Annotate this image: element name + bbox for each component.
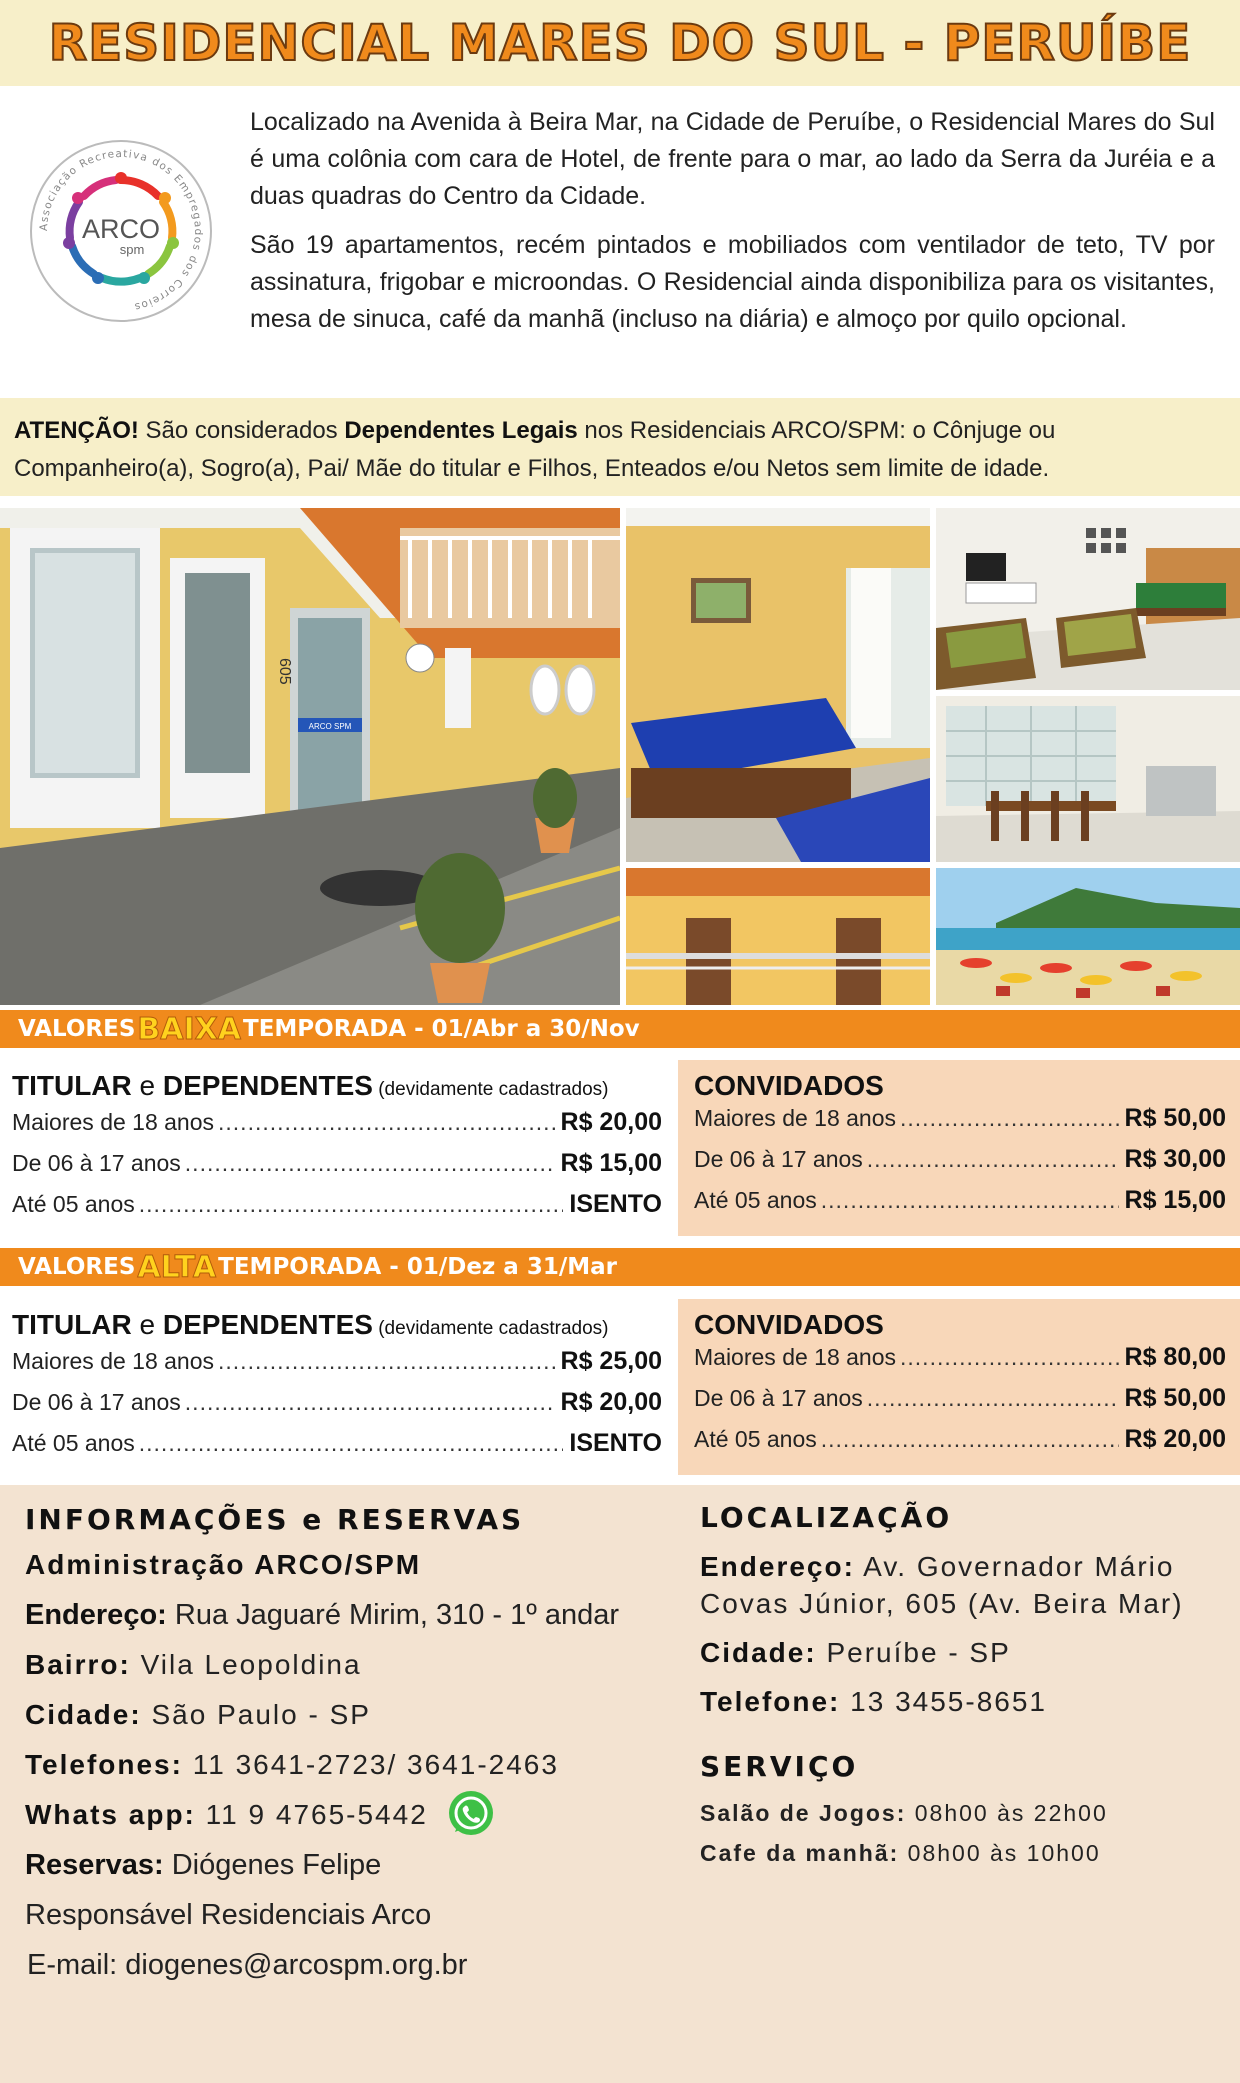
price-row	[694, 1145, 1226, 1186]
price-row	[694, 1425, 1226, 1466]
facade-number: 605	[276, 658, 293, 685]
location-phone-value: 13 3455-8651	[840, 1686, 1047, 1717]
dot-leader	[821, 1426, 1119, 1453]
price-row	[694, 1104, 1226, 1145]
price-row	[12, 1149, 662, 1190]
dot-leader	[185, 1150, 555, 1177]
attention-label: ATENÇÃO!	[14, 417, 139, 444]
games-room-label: Salão de Jogos:	[700, 1800, 907, 1826]
exterior-photo	[626, 868, 930, 1005]
location-city-row	[700, 1634, 1220, 1671]
city-row	[25, 1690, 685, 1740]
price-label: Até 05 anos	[694, 1187, 817, 1213]
whatsapp-label: Whats app:	[25, 1799, 196, 1830]
responsible-row: Responsável Residenciais Arco	[25, 1899, 432, 1931]
titular-word: TITULAR	[12, 1070, 132, 1101]
arco-logo	[28, 138, 214, 324]
low-season-prefix: VALORES	[18, 1016, 136, 1042]
breakfast-hours: 08h00 às 10h00	[899, 1840, 1101, 1866]
price-row	[12, 1388, 662, 1429]
intro-text	[250, 104, 1215, 338]
whatsapp-icon[interactable]	[446, 1788, 496, 1838]
address-row	[25, 1590, 685, 1640]
location-address-label: Endereço:	[700, 1551, 855, 1582]
location-city-value: Peruíbe - SP	[816, 1637, 1011, 1668]
whatsapp-value[interactable]: 11 9 4765-5442	[195, 1799, 428, 1830]
price-row	[694, 1186, 1226, 1227]
facade-sign: ARCO SPM	[308, 722, 352, 731]
high-season-highlight: ALTA	[137, 1249, 217, 1285]
high-titular-heading	[12, 1307, 672, 1347]
price-row	[12, 1108, 662, 1149]
intro-paragraph-1: Localizado na Avenida à Beira Mar, na Cidade de Peruíbe, o Residencial Mares do Sul é uma colônia com cara de Hotel, de frente para o mar, ao lado da Serra da Juréia e a duas quadras do Centro da Cidade.	[250, 108, 1215, 210]
reservations-label: Reservas:	[25, 1849, 164, 1881]
low-titular-column	[0, 1060, 672, 1236]
dot-leader	[867, 1146, 1119, 1173]
price-row	[12, 1190, 662, 1231]
low-season-banner	[0, 1010, 1240, 1048]
dot-leader	[139, 1191, 564, 1218]
reservations-contact: Diógenes Felipe	[163, 1849, 382, 1881]
city-value: São Paulo - SP	[141, 1699, 371, 1730]
bairro-label: Bairro:	[25, 1649, 131, 1680]
high-season-prefix: VALORES	[18, 1254, 136, 1280]
price-value: R$ 30,00	[1124, 1145, 1226, 1173]
dot-leader	[867, 1385, 1119, 1412]
info-section	[0, 1485, 1240, 2083]
reservations-row	[25, 1840, 685, 1890]
high-titular-column	[0, 1299, 672, 1475]
location-title: LOCALIZAÇÃO	[700, 1501, 953, 1534]
low-season-highlight: BAIXA	[137, 1011, 242, 1047]
price-row	[12, 1429, 662, 1470]
info-title: INFORMAÇÕES e RESERVAS	[25, 1503, 525, 1536]
bairro-value: Vila Leopoldina	[130, 1649, 362, 1680]
high-guests-heading: CONVIDADOS	[694, 1309, 884, 1340]
breakfast-label: Cafe da manhã:	[700, 1840, 900, 1866]
price-label: De 06 à 17 anos	[12, 1150, 181, 1176]
living-room-photo	[936, 508, 1240, 690]
address-value: Rua Jaguaré Mirim, 310 - 1º andar	[166, 1599, 620, 1631]
high-season-suffix: TEMPORADA - 01/Dez a 31/Mar	[218, 1254, 617, 1280]
intro-paragraph-2: São 19 apartamentos, recém pintados e mobiliados com ventilador de teto, TV por assinatura, frigobar e microondas. O Residencial ainda disponibiliza para os visitantes, mesa de sinuca, café da manhã (incluso na diária) e almoço por quilo opcional.	[250, 231, 1215, 333]
price-row	[694, 1343, 1226, 1384]
price-value: R$ 25,00	[560, 1347, 662, 1375]
price-value: ISENTO	[569, 1429, 662, 1457]
bairro-row	[25, 1640, 685, 1690]
dining-room-photo	[936, 696, 1240, 862]
phones-row	[25, 1740, 685, 1790]
page-title: RESIDENCIAL MARES DO SUL - PERUÍBE	[48, 14, 1192, 72]
low-season-suffix: TEMPORADA - 01/Abr a 30/Nov	[243, 1016, 640, 1042]
dependentes-word: DEPENDENTES	[162, 1309, 373, 1340]
dot-leader	[185, 1389, 555, 1416]
logo-name: ARCO	[81, 214, 161, 244]
price-label: De 06 à 17 anos	[694, 1146, 863, 1172]
price-label: Maiores de 18 anos	[694, 1105, 897, 1131]
price-value: R$ 20,00	[560, 1388, 662, 1416]
high-season-banner	[0, 1248, 1240, 1286]
price-row	[12, 1347, 662, 1388]
dot-leader	[900, 1105, 1119, 1132]
beach-photo	[936, 868, 1240, 1005]
breakfast-row	[700, 1833, 1220, 1873]
low-season-prices	[0, 1060, 1240, 1236]
whatsapp-row	[25, 1790, 685, 1840]
low-guests-heading: CONVIDADOS	[694, 1070, 884, 1101]
location-phone-row	[700, 1683, 1220, 1720]
price-value: ISENTO	[569, 1190, 662, 1218]
titular-word: TITULAR	[12, 1309, 132, 1340]
price-label: Até 05 anos	[12, 1430, 135, 1456]
logo-ring-text: Associação Recreativa dos Empregados dos Correios	[37, 147, 205, 313]
attention-note	[0, 398, 1240, 496]
location-phone-label: Telefone:	[700, 1686, 841, 1717]
and-word: e	[131, 1070, 163, 1101]
phones-label: Telefones:	[25, 1749, 183, 1780]
admin-name: Administração ARCO/SPM	[25, 1549, 422, 1580]
dependentes-word: DEPENDENTES	[162, 1070, 373, 1101]
dot-leader	[218, 1109, 555, 1136]
price-value: R$ 50,00	[1124, 1104, 1226, 1132]
intro-section	[0, 86, 1240, 396]
location-column	[700, 1501, 1220, 1873]
service-title: SERVIÇO	[700, 1750, 859, 1783]
attention-text-1: São considerados	[138, 417, 345, 444]
reservations-column	[25, 1503, 685, 1990]
location-city-label: Cidade:	[700, 1637, 817, 1668]
bedroom-photo	[626, 508, 930, 862]
location-address-row	[700, 1548, 1220, 1622]
address-label: Endereço:	[25, 1599, 167, 1631]
price-row	[694, 1384, 1226, 1425]
facade-photo	[0, 508, 620, 1005]
games-room-row	[700, 1793, 1220, 1833]
price-value: R$ 50,00	[1124, 1384, 1226, 1412]
photo-gallery	[0, 500, 1240, 1005]
low-guests-column	[678, 1060, 1240, 1236]
attention-text-2: nos Residenciais ARCO/SPM: o Cônjuge ou Companheiro(a), Sogro(a), Pai/ Mãe do titular e Filhos, Enteados e/ou Netos sem limite de idade.	[14, 417, 1056, 482]
price-value: R$ 15,00	[560, 1149, 662, 1177]
city-label: Cidade:	[25, 1699, 142, 1730]
price-label: Até 05 anos	[694, 1426, 817, 1452]
price-value: R$ 20,00	[560, 1108, 662, 1136]
low-titular-heading	[12, 1068, 672, 1108]
price-label: Maiores de 18 anos	[12, 1348, 215, 1374]
registered-note: (devidamente cadastrados)	[372, 1079, 609, 1100]
phones-value: 11 3641-2723/ 3641-2463	[182, 1749, 559, 1780]
registered-note: (devidamente cadastrados)	[372, 1318, 609, 1339]
games-room-hours: 08h00 às 22h00	[906, 1800, 1108, 1826]
dot-leader	[218, 1348, 555, 1375]
title-bar	[0, 0, 1240, 86]
dot-leader	[900, 1344, 1119, 1371]
price-value: R$ 80,00	[1124, 1343, 1226, 1371]
admin-row	[25, 1540, 685, 1590]
price-value: R$ 15,00	[1124, 1186, 1226, 1214]
and-word: e	[131, 1309, 163, 1340]
price-label: De 06 à 17 anos	[12, 1389, 181, 1415]
logo-sub: spm	[119, 242, 145, 257]
email-row[interactable]: E-mail: diogenes@arcospm.org.br	[27, 1949, 468, 1981]
price-label: Maiores de 18 anos	[694, 1344, 897, 1370]
price-value: R$ 20,00	[1124, 1425, 1226, 1453]
attention-bold: Dependentes Legais	[344, 417, 578, 444]
high-guests-column	[678, 1299, 1240, 1475]
price-label: Até 05 anos	[12, 1191, 135, 1217]
price-label: Maiores de 18 anos	[12, 1109, 215, 1135]
price-label: De 06 à 17 anos	[694, 1385, 863, 1411]
location-address-value: Av. Governador Mário Covas Júnior, 605 (Av. Beira Mar)	[700, 1551, 1184, 1619]
dot-leader	[139, 1430, 564, 1457]
high-season-prices	[0, 1299, 1240, 1475]
dot-leader	[821, 1187, 1119, 1214]
